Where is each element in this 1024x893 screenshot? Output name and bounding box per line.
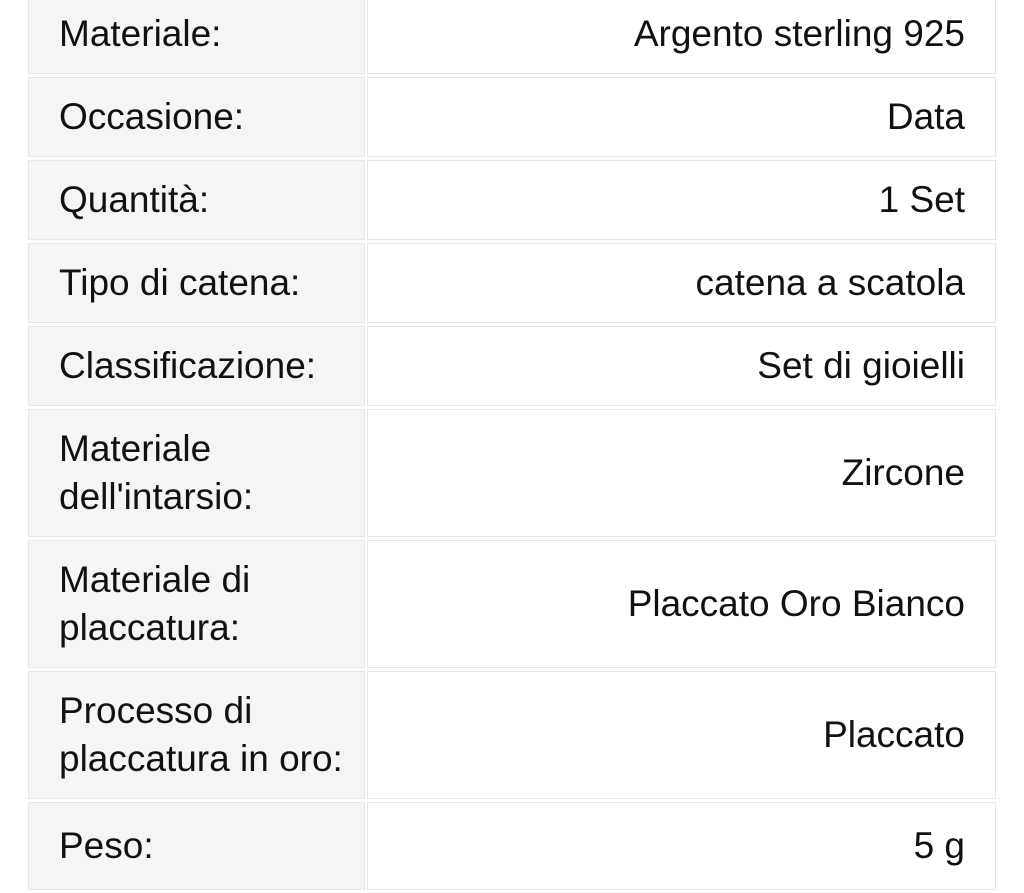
product-spec-table — [28, 0, 996, 893]
spec-label: Materiale: — [28, 0, 365, 74]
spec-value: 1 Set — [367, 160, 996, 240]
spec-row — [28, 243, 996, 323]
spec-label: Tipo di catena: — [28, 243, 365, 323]
spec-row — [28, 671, 996, 799]
spec-label: Processo di placcatura in oro: — [28, 671, 365, 799]
spec-row — [28, 326, 996, 406]
spec-value: Argento sterling 925 — [367, 0, 996, 74]
spec-value: Set di gioielli — [367, 326, 996, 406]
spec-label: Materiale dell'intarsio: — [28, 409, 365, 537]
spec-label: Peso: — [28, 802, 365, 890]
spec-label: Classificazione: — [28, 326, 365, 406]
spec-value: catena a scatola — [367, 243, 996, 323]
spec-value: Placcato — [367, 671, 996, 799]
spec-row — [28, 802, 996, 890]
spec-value: Data — [367, 77, 996, 157]
spec-label: Materiale di placcatura: — [28, 540, 365, 668]
spec-label: Occasione: — [28, 77, 365, 157]
spec-value: Zircone — [367, 409, 996, 537]
spec-row — [28, 160, 996, 240]
spec-row — [28, 409, 996, 537]
spec-row — [28, 540, 996, 668]
spec-value: Placcato Oro Bianco — [367, 540, 996, 668]
spec-label: Quantità: — [28, 160, 365, 240]
spec-row — [28, 0, 996, 74]
spec-row — [28, 77, 996, 157]
spec-value: 5 g — [367, 802, 996, 890]
